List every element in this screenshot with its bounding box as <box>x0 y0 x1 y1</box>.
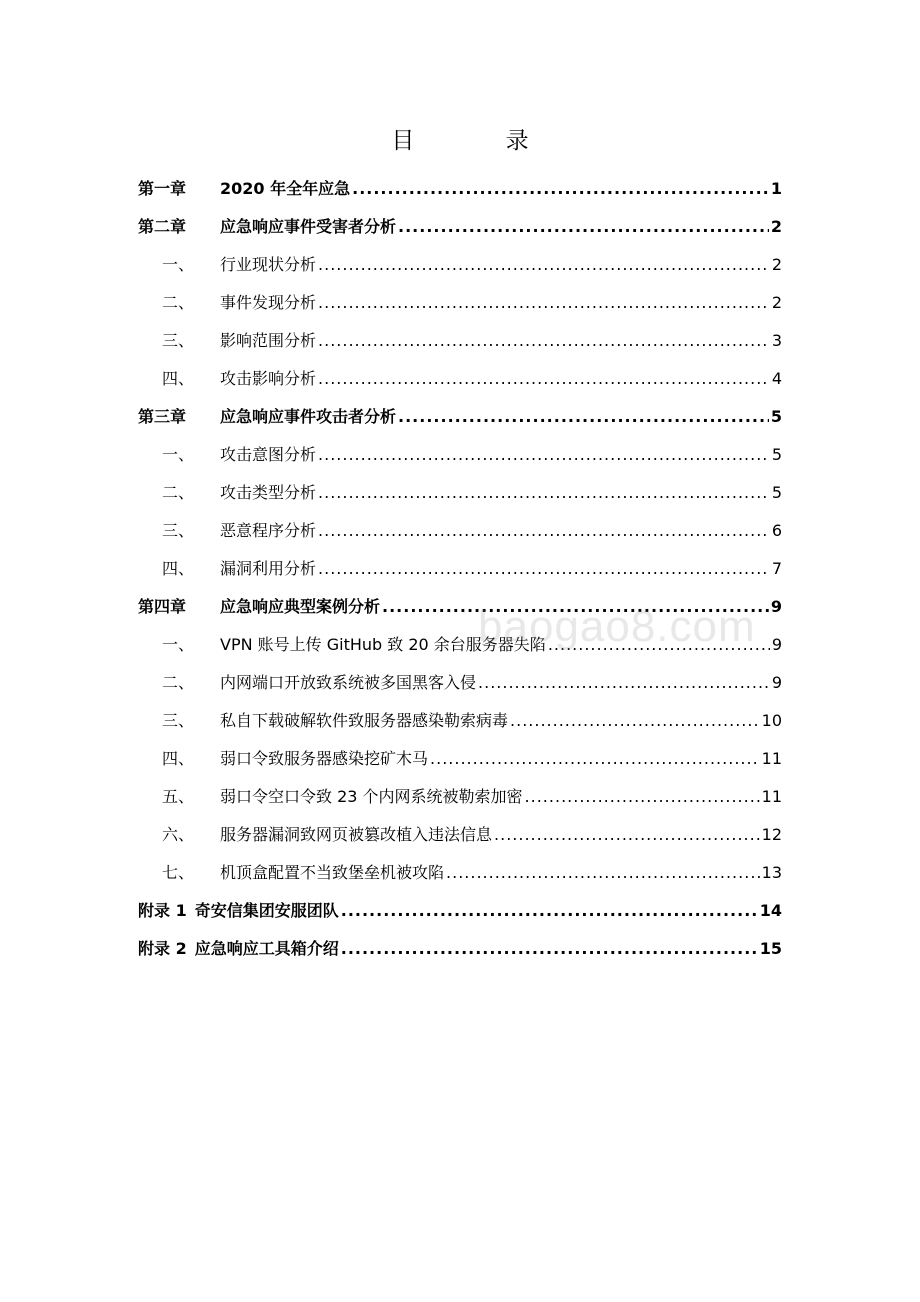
toc-entry-number: 一、 <box>162 445 195 464</box>
toc-entry[interactable] <box>138 854 782 892</box>
toc-entry-page: 5 <box>770 407 782 426</box>
toc-entry-title: 内网端口开放致系统被多国黑客入侵 <box>220 673 477 692</box>
toc-entry-number: 三、 <box>162 521 195 540</box>
toc-entry[interactable] <box>138 930 782 968</box>
toc-dot-leader <box>430 740 760 778</box>
toc-entry-page: 9 <box>770 597 782 616</box>
toc-entry-title: 行业现状分析 <box>220 255 317 274</box>
toc-entry-page: 6 <box>771 521 782 540</box>
toc-entry-title: 事件发现分析 <box>220 293 317 312</box>
toc-entry-page: 5 <box>771 445 782 464</box>
toc-entry-number: 四、 <box>162 559 195 578</box>
toc-entry-number: 二、 <box>162 673 195 692</box>
toc-entry-page: 3 <box>771 331 782 350</box>
toc-entry-number: 四、 <box>162 369 195 388</box>
toc-dot-leader <box>446 854 760 892</box>
toc-dot-leader <box>478 664 770 702</box>
toc-entry[interactable] <box>138 664 782 702</box>
toc-entry[interactable] <box>138 816 782 854</box>
toc-entry-number: 一、 <box>162 635 195 654</box>
toc-entry-title: 服务器漏洞致网页被篡改植入违法信息 <box>220 825 493 844</box>
toc-dot-leader <box>398 398 769 436</box>
toc-entry-page: 9 <box>771 635 782 654</box>
toc-entry-page: 14 <box>759 901 782 920</box>
toc-entry-title: 2020 年全年应急 <box>220 179 351 198</box>
toc-entry-page: 2 <box>771 293 782 312</box>
toc-entry-page: 4 <box>771 369 782 388</box>
toc-entry-number: 附录 2 <box>138 939 187 958</box>
toc-entry[interactable] <box>138 170 782 208</box>
toc-entry-title: 应急响应事件攻击者分析 <box>220 407 397 426</box>
toc-dot-leader <box>525 778 760 816</box>
toc-dot-leader <box>548 626 770 664</box>
toc-entry[interactable] <box>138 284 782 322</box>
watermark-text: baogao8.com <box>478 602 756 651</box>
toc-entry-page: 11 <box>761 749 782 768</box>
toc-entry-title: 弱口令空口令致 23 个内网系统被勒索加密 <box>220 787 523 806</box>
toc-entry-page: 5 <box>771 483 782 502</box>
toc-dot-leader <box>318 474 770 512</box>
toc-dot-leader <box>382 588 769 626</box>
toc-entry-title: 应急响应事件受害者分析 <box>220 217 397 236</box>
toc-dot-leader <box>318 246 770 284</box>
toc-dot-leader <box>318 550 770 588</box>
toc-dot-leader <box>318 512 770 550</box>
toc-entry-page: 2 <box>771 255 782 274</box>
toc-entry-number: 第四章 <box>138 597 187 616</box>
toc-entry[interactable] <box>138 436 782 474</box>
toc-entry-page: 12 <box>761 825 782 844</box>
toc-entry-title: 影响范围分析 <box>220 331 317 350</box>
toc-dot-leader <box>318 436 770 474</box>
toc-dot-leader <box>318 360 770 398</box>
toc-dot-leader <box>510 702 760 740</box>
table-of-contents <box>138 170 782 968</box>
toc-entry[interactable] <box>138 512 782 550</box>
toc-entry-title: 奇安信集团安服团队 <box>194 901 339 920</box>
toc-entry-title: 私自下载破解软件致服务器感染勒索病毒 <box>220 711 509 730</box>
toc-entry-page: 10 <box>761 711 782 730</box>
toc-dot-leader <box>398 208 769 246</box>
toc-entry-title: 恶意程序分析 <box>220 521 317 540</box>
toc-entry-title: 攻击意图分析 <box>220 445 317 464</box>
toc-entry[interactable] <box>138 740 782 778</box>
toc-entry-title: VPN 账号上传 GitHub 致 20 余台服务器失陷 <box>220 635 546 654</box>
toc-entry[interactable] <box>138 626 782 664</box>
toc-entry-page: 13 <box>761 863 782 882</box>
toc-entry-title: 漏洞利用分析 <box>220 559 317 578</box>
toc-entry-page: 1 <box>770 179 782 198</box>
toc-entry[interactable] <box>138 474 782 512</box>
toc-entry-page: 9 <box>771 673 782 692</box>
toc-entry-number: 七、 <box>162 863 195 882</box>
toc-entry-number: 三、 <box>162 711 195 730</box>
toc-entry[interactable] <box>138 702 782 740</box>
toc-dot-leader <box>341 930 758 968</box>
toc-dot-leader <box>352 170 769 208</box>
toc-entry[interactable] <box>138 778 782 816</box>
toc-entry-title: 弱口令致服务器感染挖矿木马 <box>220 749 429 768</box>
toc-entry[interactable] <box>138 208 782 246</box>
toc-entry[interactable] <box>138 322 782 360</box>
toc-entry-number: 六、 <box>162 825 195 844</box>
toc-entry-title: 应急响应工具箱介绍 <box>194 939 339 958</box>
toc-entry-number: 一、 <box>162 255 195 274</box>
toc-entry-number: 第二章 <box>138 217 187 236</box>
page-title: 目 录 <box>391 128 571 154</box>
toc-entry[interactable] <box>138 892 782 930</box>
toc-entry-title: 攻击影响分析 <box>220 369 317 388</box>
toc-entry-page: 7 <box>771 559 782 578</box>
toc-entry-page: 2 <box>770 217 782 236</box>
toc-entry-number: 第三章 <box>138 407 187 426</box>
toc-entry-number: 三、 <box>162 331 195 350</box>
toc-dot-leader <box>318 284 770 322</box>
toc-entry-number: 附录 1 <box>138 901 187 920</box>
toc-entry-number: 五、 <box>162 787 195 806</box>
toc-entry-number: 第一章 <box>138 179 187 198</box>
toc-entry-title: 应急响应典型案例分析 <box>220 597 381 616</box>
toc-entry-number: 二、 <box>162 293 195 312</box>
toc-entry[interactable] <box>138 246 782 284</box>
toc-entry[interactable] <box>138 398 782 436</box>
toc-dot-leader <box>341 892 758 930</box>
toc-dot-leader <box>318 322 770 360</box>
toc-entry-page: 11 <box>761 787 782 806</box>
toc-dot-leader <box>494 816 760 854</box>
toc-entry[interactable] <box>138 360 782 398</box>
toc-entry[interactable] <box>138 588 782 626</box>
toc-entry-number: 四、 <box>162 749 195 768</box>
toc-entry-page: 15 <box>759 939 782 958</box>
toc-entry-title: 机顶盒配置不当致堡垒机被攻陷 <box>220 863 445 882</box>
toc-entry-number: 二、 <box>162 483 195 502</box>
toc-entry[interactable] <box>138 550 782 588</box>
toc-entry-title: 攻击类型分析 <box>220 483 317 502</box>
